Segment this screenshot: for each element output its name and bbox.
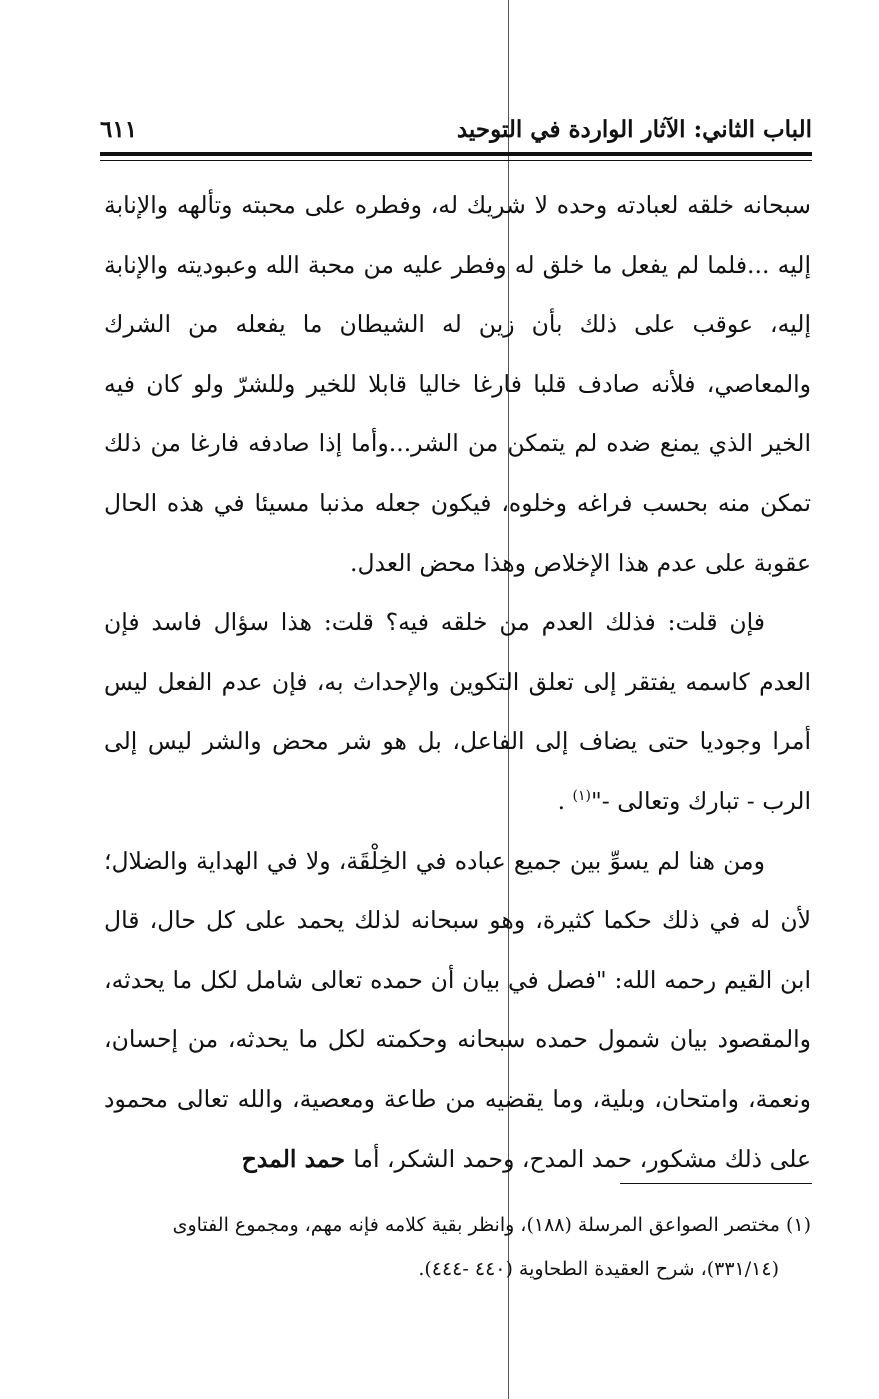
running-title: الباب الثاني: الآثار الواردة في التوحيد	[456, 116, 812, 143]
footnote-reference-1[interactable]: (١)	[572, 788, 591, 805]
paragraph-2-end: .	[557, 786, 573, 815]
header-rule-thin	[100, 160, 812, 161]
footnote-1-line-2: (٣٣١/١٤)، شرح العقيدة الطحاوية (٤٤٠ -٤٤٤).	[418, 1258, 779, 1280]
footnotes	[104, 1203, 811, 1291]
paragraph-3-text: ومن هنا لم يسوِّ بين جميع عباده في الخِلْقَة، ولا في الهداية والضلال؛ لأن له في ذلك حكما كثيرة، وهو سبحانه لذلك يحمد على كل حال، قال ابن القيم رحمه الله: "فصل في بيان أن حمده تعالى شامل لكل ما يحدثه، والمقصود بيان شمول حمده سبحانه وحكمته لكل ما يحدثه، من إحسان، ونعمة، وامتحان، وبلية، وما يقضيه من طاعة ومعصية، والله تعالى محمود على ذلك مشكور، حمد المدح، وحمد الشكر، أما	[104, 846, 811, 1173]
footnote-1-line-1: (١) مختصر الصواعق المرسلة (١٨٨)، وانظر بقية كلامه فإنه مهم، ومجموع الفتاوى	[172, 1214, 811, 1236]
paragraph-2-text: فإن قلت: فذلك العدم من خلقه فيه؟ قلت: هذا سؤال فاسد فإن العدم كاسمه يفتقر إلى تعلق التكوين والإحداث به، فإن عدم الفعل ليس أمرا وجوديا حتى يضاف إلى الفاعل، بل هو شر محض والشر ليس إلى الرب - تبارك وتعالى -"	[104, 608, 811, 815]
body-text	[104, 176, 811, 1189]
footnote-rule	[620, 1183, 812, 1184]
page-header	[100, 112, 812, 152]
bold-term: حمد المدح	[241, 1144, 354, 1173]
paragraph-2	[104, 593, 811, 831]
header-rule-thick	[100, 152, 812, 156]
paragraph-3	[104, 832, 811, 1190]
page-number: ٦١١	[100, 116, 138, 143]
paragraph-1: سبحانه خلقه لعبادته وحده لا شريك له، وفطره على محبته وتألهه والإنابة إليه ...فلما لم يفعل ما خلق له وفطر عليه من محبة الله وعبوديته والإنابة إليه، عوقب على ذلك بأن زين له الشيطان ما يفعله من الشرك والمعاصي، فلأنه صادف قلبا فارغا خاليا قابلا للخير وللشرّ ولو كان فيه الخير الذي يمنع ضده لم يتمكن من الشر...وأما إذا صادفه فارغا من ذلك تمكن منه بحسب فراغه وخلوه، فيكون جعله مذنبا مسيئا في هذه الحال عقوبة على عدم هذا الإخلاص وهذا محض العدل.	[104, 191, 811, 577]
